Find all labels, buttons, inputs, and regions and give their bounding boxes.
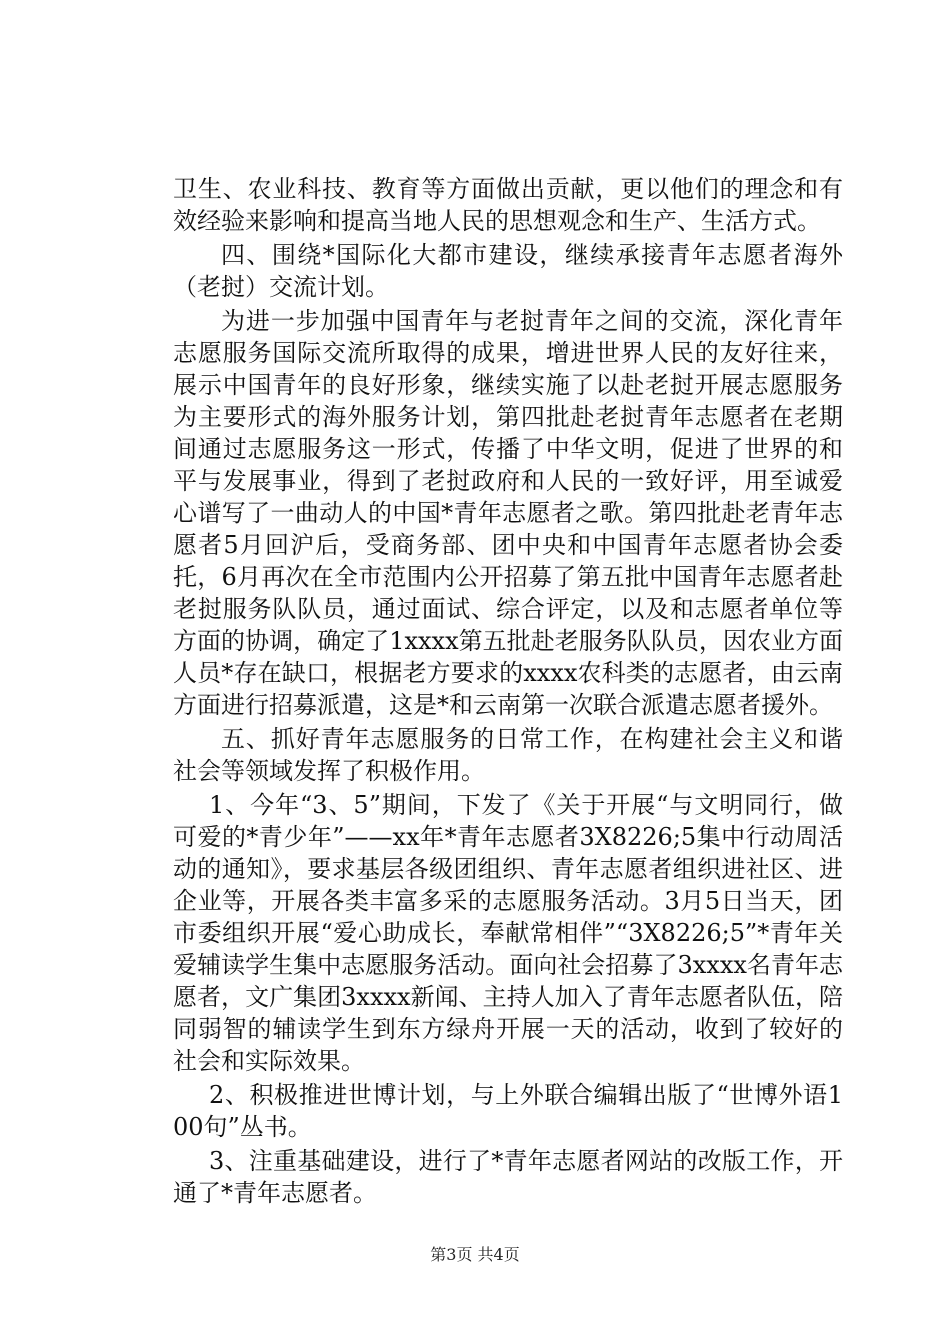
document-body <box>173 173 843 1211</box>
paragraph-continuation: 卫生、农业科技、教育等方面做出贡献，更以他们的理念和有效经验来影响和提高当地人民的思想观念和生产、生活方式。 <box>173 175 843 235</box>
section-heading-5: 五、抓好青年志愿服务的日常工作，在构建社会主义和谐社会等领域发挥了积极作用。 <box>173 725 843 785</box>
section-heading-4: 四、围绕*国际化大都市建设，继续承接青年志愿者海外（老挝）交流计划。 <box>173 241 843 301</box>
list-item-3: 3、注重基础建设，进行了*青年志愿者网站的改版工作，开通了*青年志愿者。 <box>173 1147 843 1207</box>
paragraph-exchange-plan: 为进一步加强中国青年与老挝青年之间的交流，深化青年志愿服务国际交流所取得的成果，增进世界人民的友好往来，展示中国青年的良好形象，继续实施了以赴老挝开展志愿服务为主要形式的海外服务计划，第四批赴老挝青年志愿者在老期间通过志愿服务这一形式，传播了中华文明，促进了世界的和平与发展事业，得到了老挝政府和人民的一致好评，用至诚爱心谱写了一曲动人的中国*青年志愿者之歌。第四批赴老青年志愿者5月回沪后，受商务部、团中央和中国青年志愿者协会委托，6月再次在全市范围内公开招募了第五批中国青年志愿者赴老挝服务队队员，通过面试、综合评定，以及和志愿者单位等方面的协调，确定了1xxxx第五批赴老服务队队员，因农业方面人员*存在缺口，根据老方要求的xxxx农科类的志愿者，由云南方面进行招募派遣，这是*和云南第一次联合派遣志愿者援外。 <box>173 307 843 719</box>
list-item-2: 2、积极推进世博计划，与上外联合编辑出版了“世博外语100句”丛书。 <box>173 1081 843 1141</box>
list-item-1: 1、今年“3、5”期间，下发了《关于开展“与文明同行，做可爱的*青少年”——xx年*青年志愿者3X8226;5集中行动周活动的通知》，要求基层各级团组织、青年志愿者组织进社区、进企业等，开展各类丰富多采的志愿服务活动。3月5日当天，团市委组织开展“爱心助成长，奉献常相伴”“3X8226;5”*青年关爱辅读学生集中志愿服务活动。面向社会招募了3xxxx名青年志愿者，文广集团3xxxx新闻、主持人加入了青年志愿者队伍，陪同弱智的辅读学生到东方绿舟开展一天的活动，收到了较好的社会和实际效果。 <box>173 791 843 1075</box>
page-number-footer: 第3页 共4页 <box>430 1245 520 1264</box>
